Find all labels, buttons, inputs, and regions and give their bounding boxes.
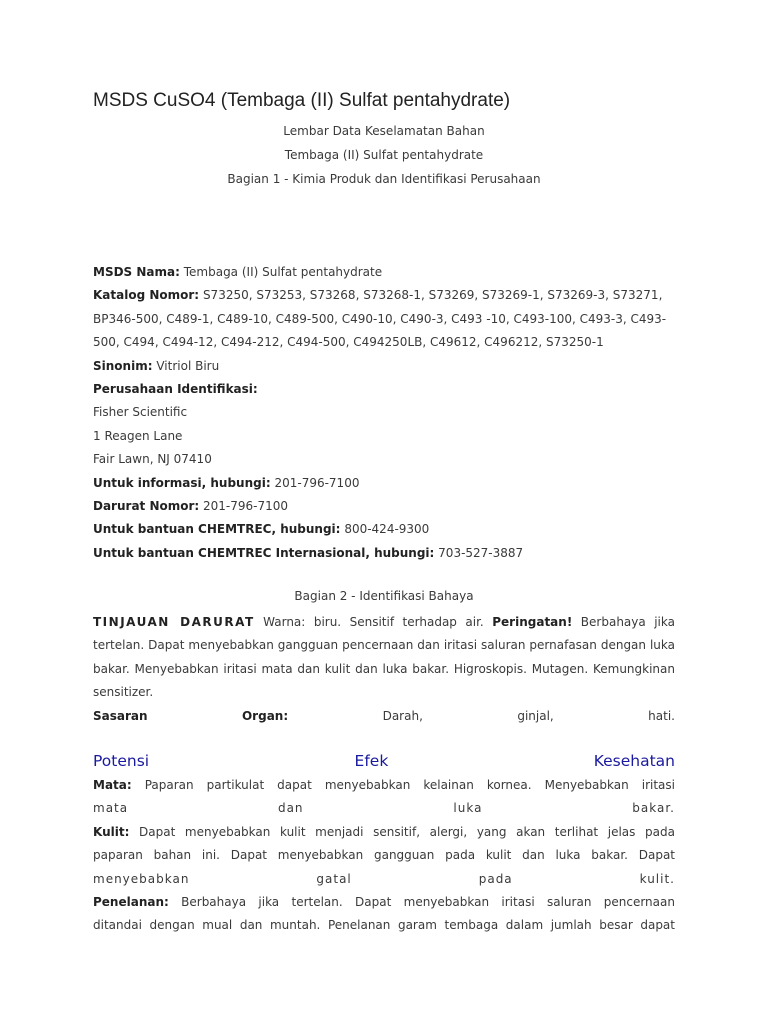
chemtrec-int-phone: 703-527-3887 [438,545,524,560]
katalog-value-1: S73250, S73253, S73268, S73268-1, S73269, S73269-1, S73269-3, S73271, [202,288,663,303]
sasaran-row [93,705,675,728]
katalog-label: Katalog Nomor: [93,288,200,303]
hazard-line-4: sensitizer. [93,685,154,700]
perusahaan-row [93,378,675,401]
chemtrec-int-row [93,542,675,565]
intro-line-1: Lembar Data Keselamatan Bahan [283,124,485,138]
peringatan-label: Peringatan! [492,615,573,629]
msds-name-value: Tembaga (II) Sulfat pentahydrate [183,265,383,279]
chemtrec-int-label: Untuk bantuan CHEMTREC Internasional, hubungi: [93,545,435,560]
intro-line-3: Bagian 1 - Kimia Produk dan Identifikasi Perusahaan [227,172,541,186]
info-row [93,472,675,495]
sasaran-label: Sasaran [93,708,148,723]
penelanan-row [93,891,675,914]
kulit-label: Kulit: [93,824,130,839]
tinjauan-row [93,611,675,634]
potensi-word-1: Potensi [93,752,150,770]
chemtrec-phone: 800-424-9300 [344,522,430,537]
chemtrec-label: Untuk bantuan CHEMTREC, hubungi: [93,522,341,537]
msds-name-label: MSDS Nama: [93,265,180,279]
hazard-line-3: bakar. Menyebabkan iritasi mata dan kulit dan luka bakar. Higroskopis. Mutagen. Kemungkinan [93,661,675,676]
katalog-value-2: BP346-500, C489-1, C489-10, C489-500, C490-10, C490-3, C493 -10, C493-100, C493-3, C493- [93,311,667,326]
chemtrec-row [93,518,675,541]
section-2-heading: Bagian 2 - Identifikasi Bahaya [294,589,474,603]
kulit-text-3: menyebabkan gatal pada kulit. [93,871,675,886]
penelanan-label: Penelanan: [93,894,169,909]
sinonim-row [93,355,675,378]
msds-name-row [93,261,675,284]
mata-text-2: mata dan luka bakar. [93,801,675,816]
document-title: MSDS CuSO4 (Tembaga (II) Sulfat pentahydrate) [93,90,511,111]
sinonim-value: Vitriol Biru [156,358,220,373]
intro-line-2: Tembaga (II) Sulfat pentahydrate [284,148,484,162]
darurat-label: Darurat Nomor: [93,498,200,513]
info-phone: 201-796-7100 [274,475,360,490]
katalog-value-3: 500, C494, C494-12, C494-212, C494-500, C494250LB, C49612, C496212, S73250-1 [93,335,604,350]
katalog-row [93,284,675,307]
company-city: Fair Lawn, NJ 07410 [93,452,212,467]
peringatan-text: Berbahaya jika [580,615,675,629]
penelanan-text-1: Berbahaya jika tertelan. Dapat menyebabkan iritasi saluran pencernaan [181,894,675,909]
company-street: 1 Reagen Lane [93,428,183,443]
sinonim-label: Sinonim: [93,358,153,373]
kulit-text-1: Dapat menyebabkan kulit menjadi sensitif, alergi, yang akan terlihat jelas pada [139,824,675,839]
organ-value-2: ginjal, [517,708,554,723]
darurat-row [93,495,675,518]
section-2 [93,611,675,728]
potensi-word-2: Efek [354,752,389,770]
tinjauan-label: TINJAUAN DARURAT [93,615,255,629]
kulit-text-2: paparan bahan ini. Dapat menyebabkan gangguan pada kulit dan luka bakar. Dapat [93,848,675,863]
kulit-row [93,821,675,844]
hazard-line-2: tertelan. Dapat menyebabkan gangguan pencernaan dan iritasi saluran pernafasan dengan luka [93,638,675,653]
potensi-section [93,748,675,938]
organ-label: Organ: [241,708,289,723]
organ-value-1: Darah, [382,708,423,723]
company-name: Fisher Scientific [93,405,188,420]
mata-label: Mata: [93,778,132,792]
perusahaan-label: Perusahaan Identifikasi: [93,381,258,396]
mata-row [93,774,675,797]
penelanan-text-2: ditandai dengan mual dan muntah. Penelanan garam tembaga dalam jumlah besar dapat [93,918,675,933]
tinjauan-text: Warna: biru. Sensitif terhadap air. [263,615,484,629]
organ-value-3: hati. [648,708,675,723]
info-label: Untuk informasi, hubungi: [93,475,271,490]
potensi-heading [93,748,675,774]
organ-group [242,709,423,723]
mata-text-1: Paparan partikulat dapat menyebabkan kelainan kornea. Menyebabkan iritasi [144,778,675,792]
section-1 [93,261,675,565]
darurat-phone: 201-796-7100 [203,498,289,513]
potensi-word-3: Kesehatan [593,752,675,770]
